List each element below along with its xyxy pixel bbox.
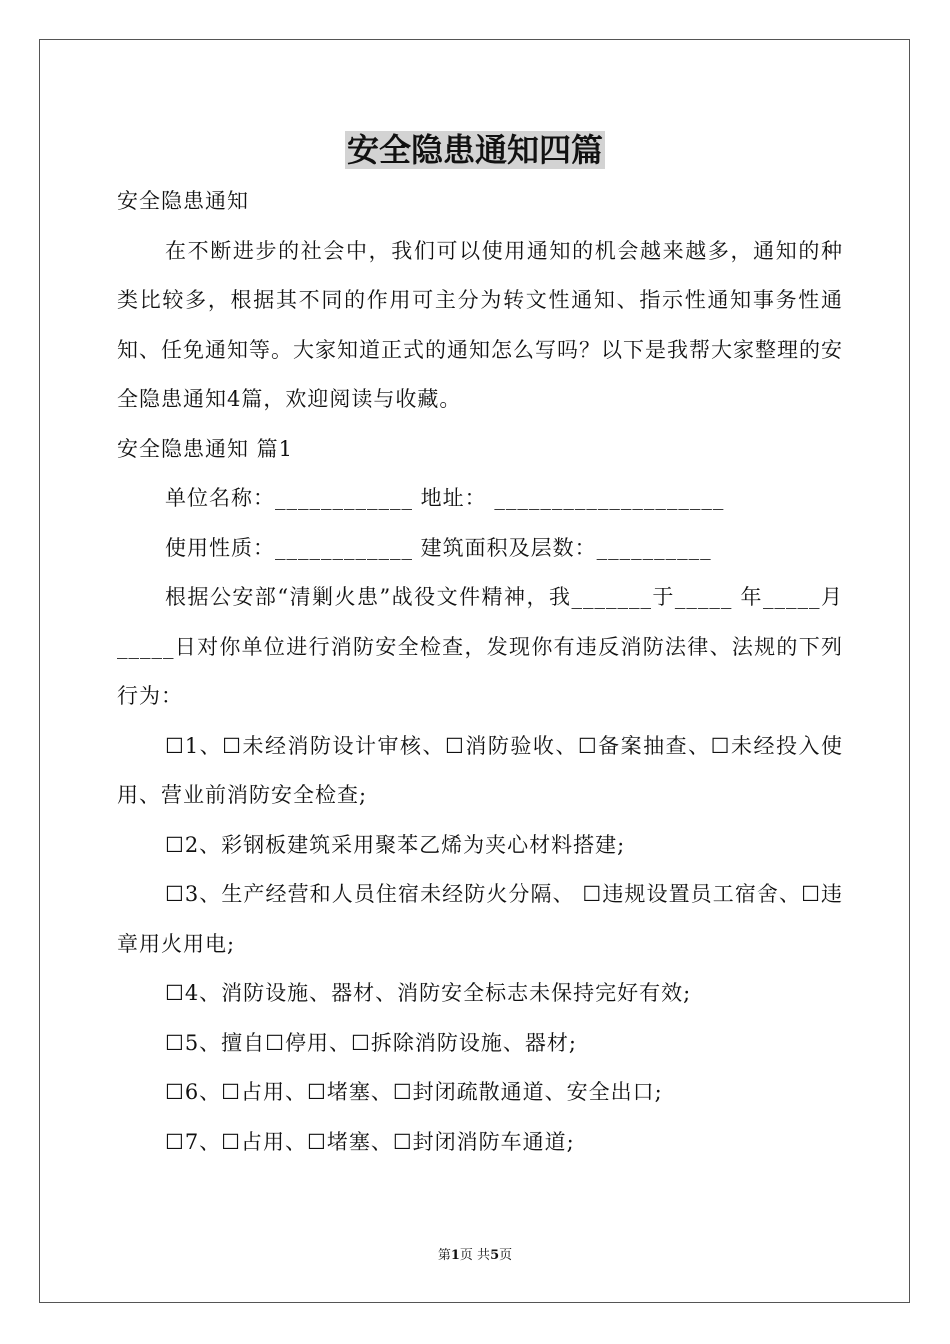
violation-item: ☐4、消防设施、器材、消防安全标志未保持完好有效;	[165, 981, 692, 1005]
violation-item: ☐1、☐未经消防设计审核、☐消防验收、☐备案抽查、☐未经投入使用、营业前消防安全检查;	[117, 733, 843, 807]
notice-paragraph: 根据公安部“清剿火患”战役文件精神，我_______于_____ 年_____月_____日对你单位进行消防安全检查，发现你有违反消防法律、法规的下列行为：	[117, 585, 843, 708]
violation-item: ☐2、彩钢板建筑采用聚苯乙烯为夹心材料搭建;	[165, 832, 626, 857]
form-line-usage-area: 使用性质：____________ 建筑面积及层数：__________	[165, 535, 712, 560]
footer-page-current: 1	[450, 1248, 460, 1263]
document-title	[0, 128, 950, 172]
form-line-unit-address: 单位名称：____________ 地址： ____________________	[165, 486, 725, 510]
violation-item: ☐7、☐占用、☐堵塞、☐封闭消防车通道;	[165, 1129, 575, 1154]
footer-page-suffix: 页	[499, 1248, 513, 1263]
intro-paragraph: 在不断进步的社会中，我们可以使用通知的机会越来越多，通知的种类比较多，根据其不同的作用可主分为转文性通知、指示性通知事务性通知、任免通知等。大家知道正式的通知怎么写吗？以下是我帮大家整理的安全隐患通知4篇，欢迎阅读与收藏。	[117, 238, 843, 411]
part-heading: 安全隐患通知 篇1	[117, 436, 294, 461]
section-heading: 安全隐患通知	[117, 189, 249, 213]
footer-page-mid: 页 共	[459, 1248, 491, 1263]
violation-item: ☐6、☐占用、☐堵塞、☐封闭疏散通道、安全出口;	[165, 1080, 663, 1104]
document-title-text: 安全隐患通知四篇	[346, 131, 603, 169]
footer-page-total: 5	[490, 1248, 500, 1263]
footer-page-prefix: 第	[437, 1248, 451, 1263]
document-body	[117, 177, 843, 1167]
page-footer	[0, 1246, 950, 1266]
violation-item: ☐5、擅自☐停用、☐拆除消防设施、器材;	[165, 1030, 577, 1055]
violation-item: ☐3、生产经营和人员住宿未经防火分隔、 ☐违规设置员工宿舍、☐违章用火用电;	[117, 882, 843, 956]
